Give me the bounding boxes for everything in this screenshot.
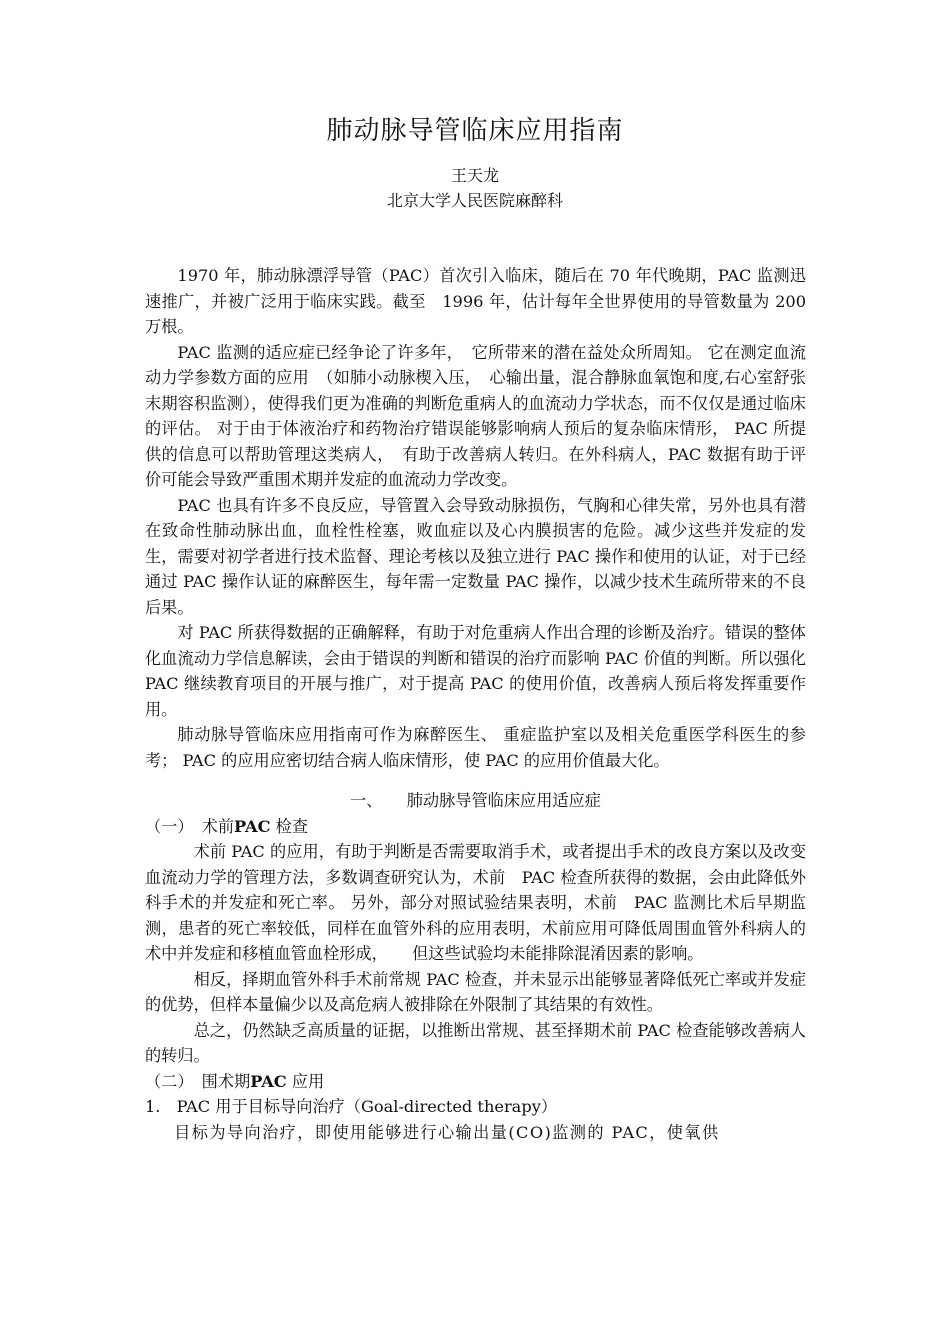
paragraph: 相反，择期血管外科手术前常规 PAC 检查，并未显示出能够显著降低死亡率或并发症的优势，但样本量偏少以及高危病人被排除在外限制了其结果的有效性。 (145, 969, 806, 1014)
paragraph: 总之，仍然缺乏高质量的证据，以推断出常规、甚至择期术前 PAC 检查能够改善病人的转归。 (145, 1020, 806, 1065)
paragraph: 目标为导向治疗，即使用能够进行心输出量(CO)监测的 PAC，使氧供 (174, 1122, 720, 1142)
subsection-prefix: （二） 围术期 (145, 1071, 251, 1091)
paragraph: PAC 监测的适应症已经争论了许多年， 它所带来的潜在益处众所周知。 它在测定血流动力学参数方面的应用 （如肺小动脉楔入压， 心输出量，混合静脉血氧饱和度,右心室舒张末期容积监测），使得我们更为准确的判断危重病人的血流动力学状态，而不仅仅是通过临床的评估。 对于由于体液治疗和药物治疗错误能够影响病人预后的复杂临床情形， PAC 所提供的信息可以帮助管理这类病人， 有助于改善病人转归。在外科病人，PAC 数据有助于评价可能会导致严重围术期并发症的血流动力学改变。 (145, 342, 806, 489)
list-item: 1. PAC 用于目标导向治疗（Goal-directed therapy） (145, 1097, 558, 1116)
author-affiliation: 北京大学人民医院麻醉科 (386, 191, 563, 210)
document-title: 肺动脉导管临床应用指南 (326, 116, 624, 146)
subsection-heading (145, 814, 806, 840)
subsection-heading (145, 1069, 806, 1095)
paragraph: 1970 年，肺动脉漂浮导管（PAC）首次引入临床，随后在 70 年代晚期，PAC 监测迅速推广，并被广泛用于临床实践。截至 1996 年，估计每年全世界使用的导管数量为 200 万根。 (145, 266, 806, 336)
subsection-suffix: 检查 (270, 816, 308, 836)
paragraph: 术前 PAC 的应用，有助于判断是否需要取消手术，或者提出手术的改良方案以及改变血流动力学的管理方法，多数调查研究认为，术前 PAC 检查所获得的数据，会由此降低外科手术的并发症和死亡率。 另外，部分对照试验结果表明，术前 PAC 监测比术后早期监测，患者的死亡率较低，同样在血管外科的应用表明，术前应用可降低周围血管外科病人的术中并发症和移植血管血栓形成， 但这些试验均未能排除混淆因素的影响。 (145, 842, 806, 963)
subsection-prefix: （一） 术前 (145, 816, 235, 836)
paragraph: 肺动脉导管临床应用指南可作为麻醉医生、 重症监护室以及相关危重医学科医生的参考； PAC 的应用应密切结合病人临床情形，使 PAC 的应用价值最大化。 (145, 725, 806, 770)
subsection-bold: PAC (234, 816, 271, 836)
paragraph: PAC 也具有许多不良反应，导管置入会导致动脉损伤，气胸和心律失常，另外也具有潜在致命性肺动脉出血，血栓性栓塞，败血症以及心内膜损害的危险。减少这些并发症的发生，需要对初学者进行技术监督、理论考核以及独立进行 PAC 操作和使用的认证，对于已经通过 PAC 操作认证的麻醉医生，每年需一定数量 PAC 操作，以减少技术生疏所带来的不良后果。 (145, 495, 806, 617)
section-heading: 一、 肺动脉导管临床应用适应症 (350, 791, 601, 810)
subsection-bold: PAC (250, 1071, 287, 1091)
paragraph: 对 PAC 所获得数据的正确解释，有助于对危重病人作出合理的诊断及治疗。错误的整体化血流动力学信息解读，会由于错误的判断和错误的治疗而影响 PAC 价值的判断。所以强化 PAC 继续教育项目的开展与推广，对于提高 PAC 的使用价值，改善病人预后将发挥重要作用。 (145, 623, 806, 719)
subsection-suffix: 应用 (286, 1071, 325, 1091)
document-body (145, 263, 806, 1145)
author-name: 王天龙 (450, 166, 499, 185)
